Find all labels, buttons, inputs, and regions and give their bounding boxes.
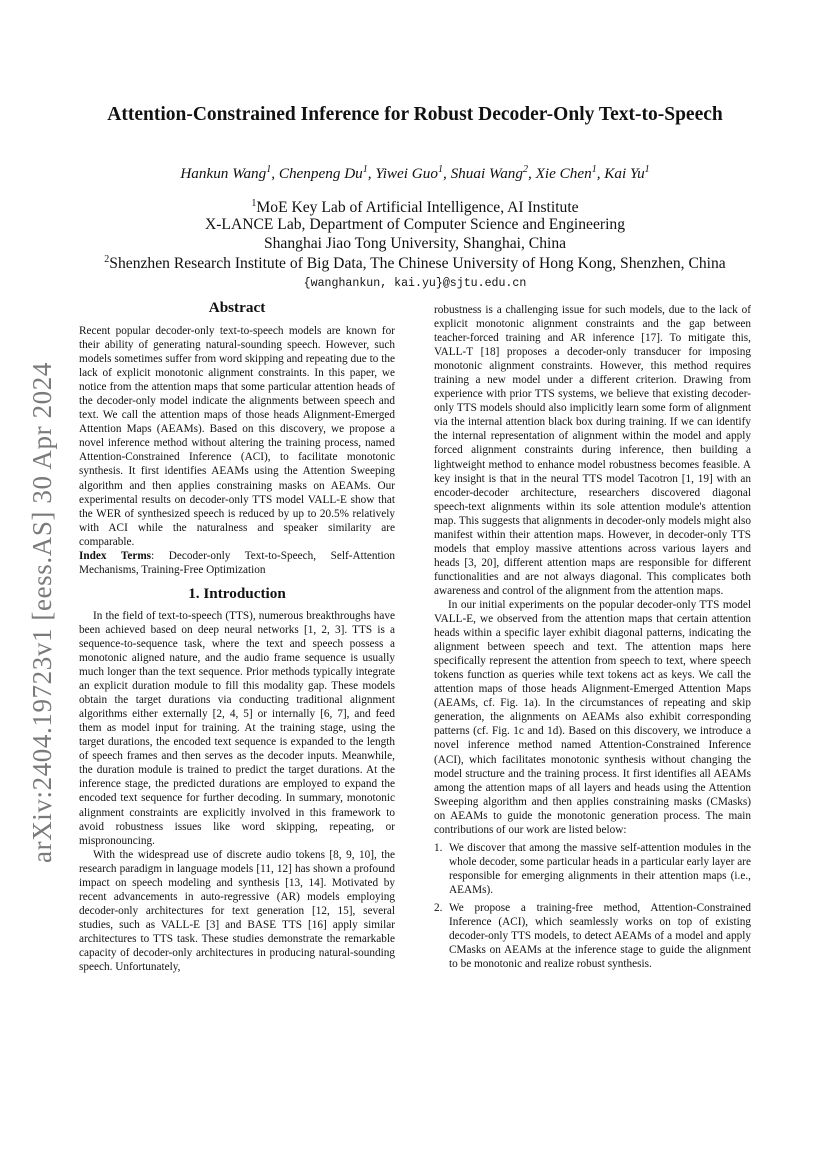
- author-affiliation-mark: 1: [362, 164, 368, 175]
- list-item-text: We propose a training-free method, Attention-Constrained Inference (ACI), which seamlessly works on top of existing decoder-only TTS models, to detect AEAMs of a model and apply CMasks on AEAMs at the inference stage to guide the alignment to be monotonic and realize robust synthesis.: [449, 901, 751, 971]
- introduction-paragraph: robustness is a challenging issue for such models, due to the lack of explicit monotonic alignment constraints and the gap between teacher-forced training and AR inference [17]. To mitigate this, VALL-T [18] proposes a decoder-only transducer for imposing monotonic alignment constraints. However, this method requires training a new model under a different criterion. Drawing from experience with prior TTS systems, we believe that existing decoder-only TTS models should also implicitly learn some form of alignment via the internal attention black box during training. If we can identify the internal representation of alignment within the model and apply forced alignment constraints during inference, then building a lightweight method to enhance model robustness becomes feasible. A key insight is that in the neural TTS model Tacotron [1, 19] with an encoder-decoder architecture, researchers discovered diagonal speech-text alignments within its sole attention module's attention map. This suggests that alignments in decoder-only models might also manifest within their attention maps. However, in decoder-only TTS models that employ massive attentions across various layers and heads [3, 20], different attention maps are responsible for different functionalities and are not always diagonal. This complicates both awareness and control of the alignment from the attention maps.: [434, 304, 751, 597]
- introduction-paragraph: In our initial experiments on the popular decoder-only TTS model VALL-E, we observed from the attention maps that certain attention heads within a specific layer exhibit diagonal patterns, indicating the alignment between speech and text. The attention maps here specifically represent the attention from speech to text, where speech tokens function as queries while text tokens act as keys. We call the attention maps of those heads Alignment-Emerged Attention Maps (AEAMs, cf. Fig. 1a). In the circumstances of repeating and skip generation, the alignments on AEAMs also exhibit corresponding patterns (cf. Fig. 1c and 1d). Based on this discovery, we introduce a novel inference method named Attention-Constrained Inference (ACI), which facilitates monotonic synthesis without changing the model structure and the training process. It first identifies all AEAMs among the attention maps of all layers and heads using the Attention Sweeping algorithm and then applies constraining masks (CMasks) on AEAMs to guide the monotonic generation process. The main contributions of our work are listed below:: [434, 598, 751, 836]
- author-name: Shuai Wang: [450, 165, 523, 183]
- arxiv-identifier: [21, 358, 63, 866]
- index-terms-label: Index Terms: [79, 549, 152, 562]
- list-item: [434, 841, 751, 897]
- affiliation-2-line-1: [40, 254, 790, 273]
- author-affiliation-mark: 2: [523, 164, 528, 175]
- author-affiliation-mark: 1: [437, 164, 443, 175]
- affiliation-text: Shenzhen Research Institute of Big Data, The Chinese University of Hong Kong, Shenzhen, China: [109, 255, 726, 273]
- affiliation-text: MoE Key Lab of Artificial Intelligence, AI Institute: [256, 199, 579, 217]
- affiliation-1-line-2: X-LANCE Lab, Department of Computer Science and Engineering: [204, 216, 626, 233]
- author-email: {wanghankun, kai.yu}@sjtu.edu.cn: [303, 277, 527, 290]
- author-name: Hankun Wang: [180, 165, 267, 183]
- introduction-paragraph: With the widespread use of discrete audio tokens [8, 9, 10], the research paradigm in language models [11, 12] has shown a profound impact on speech modeling and synthesis [13, 14]. Motivated by recent advancements in auto-regressive (AR) models employing decoder-only architectures for text generation [12, 15], several studies, such as VALL-E [3] and BASE TTS [16] apply similar architectures to TTS task. These studies demonstrate the remarkable capacity of decoder-only architectures in producing natural-sounding speech. Unfortunately,: [79, 848, 395, 974]
- affiliation-1-line-3: Shanghai Jiao Tong University, Shanghai, China: [263, 235, 567, 252]
- author-name: Chenpeng Du: [278, 165, 363, 183]
- left-column: [79, 299, 395, 974]
- author-name: Xie Chen: [535, 165, 592, 183]
- author-list: Hankun Wang$^1$, Chenpeng Du$^1$, Yiwei Guo$^1$, Shuai Wang$^2$, Xie Chen$^1$, Kai Yu$^1$: [180, 164, 650, 183]
- introduction-paragraph: In the field of text-to-speech (TTS), numerous breakthroughs have been achieved based on deep neural networks [1, 2, 3]. TTS is a sequence-to-sequence task, where the text and speech possess a monotonic aligned nature, and the audio frame sequence is usually much longer than the text sequence. Prior methods typically integrate an explicit duration module to fill this modality gap. These models obtain the target durations via conducting traditional alignment algorithms either externally [2, 4, 5] or internally [6, 7], and feed them as model input for training. At the training stage, using the target durations, the encoded text sequence is expanded to the length of speech frames and then serves as the decoder inputs. Meanwhile, the duration module is trained to predict the target durations. At the inference stage, the predicted durations are employed to expand the encoded text sequence for further decoding. In summary, monotonic alignment constraints are explicitly involved in this framework to avoid robustness issues like word skipping, repeating, or mispronouncing.: [79, 609, 395, 847]
- abstract-text: Recent popular decoder-only text-to-speech models are known for their ability of generating natural-sounding speech. However, such models sometimes suffer from word skipping and repeating due to the lack of explicit monotonic alignment constraints. In this paper, we notice from the attention maps that some particular attention heads of the decoder-only model indicate the alignments between speech and text. We call the attention maps of those heads Alignment-Emerged Attention Maps (AEAMs). Based on this discovery, we propose a novel inference method without altering the training process, named Attention-Constrained Inference (ACI), to facilitate monotonic synthesis. It first identifies AEAMs using the Attention Sweeping algorithm and then applies constraining masks on AEAMs. Our experimental results on decoder-only TTS model VALL-E show that the WER of synthesized speech is reduced by up to 20.5% relatively with ACI while the naturalness and speaker similarity are comparable.: [79, 325, 395, 548]
- index-terms: [79, 549, 395, 577]
- list-item-number: 1.: [434, 841, 443, 854]
- affiliation-1-line-1: [40, 198, 790, 217]
- right-column: [434, 303, 751, 971]
- author-affiliation-mark: 1: [266, 164, 272, 175]
- author-affiliation-mark: 1: [591, 164, 597, 175]
- paper-title: Attention-Constrained Inference for Robust Decoder-Only Text-to-Speech: [107, 104, 723, 125]
- author-name: Kai Yu: [604, 165, 645, 183]
- arxiv-identifier-text: arXiv:2404.19723v1 [eess.AS] 30 Apr 2024: [26, 361, 57, 863]
- list-item-text: We discover that among the massive self-attention modules in the whole decoder, some particular heads in a particular early layer are responsible for emerging alignments in their attention maps (i.e., AEAMs).: [449, 841, 751, 896]
- author-name: Yiwei Guo: [375, 165, 438, 183]
- list-item: [434, 901, 751, 971]
- contributions-list: [434, 841, 751, 971]
- affiliation-mark: 1: [251, 198, 257, 209]
- abstract-heading: Abstract: [208, 299, 266, 316]
- introduction-heading: 1. Introduction: [188, 584, 286, 602]
- author-affiliation-mark: 1: [644, 164, 650, 175]
- list-item-number: 2.: [434, 901, 443, 914]
- affiliation-mark: 2: [104, 254, 110, 265]
- index-terms-text: : Decoder-only Text-to-Speech, Self-Attention Mechanisms, Training-Free Optimization: [79, 549, 396, 576]
